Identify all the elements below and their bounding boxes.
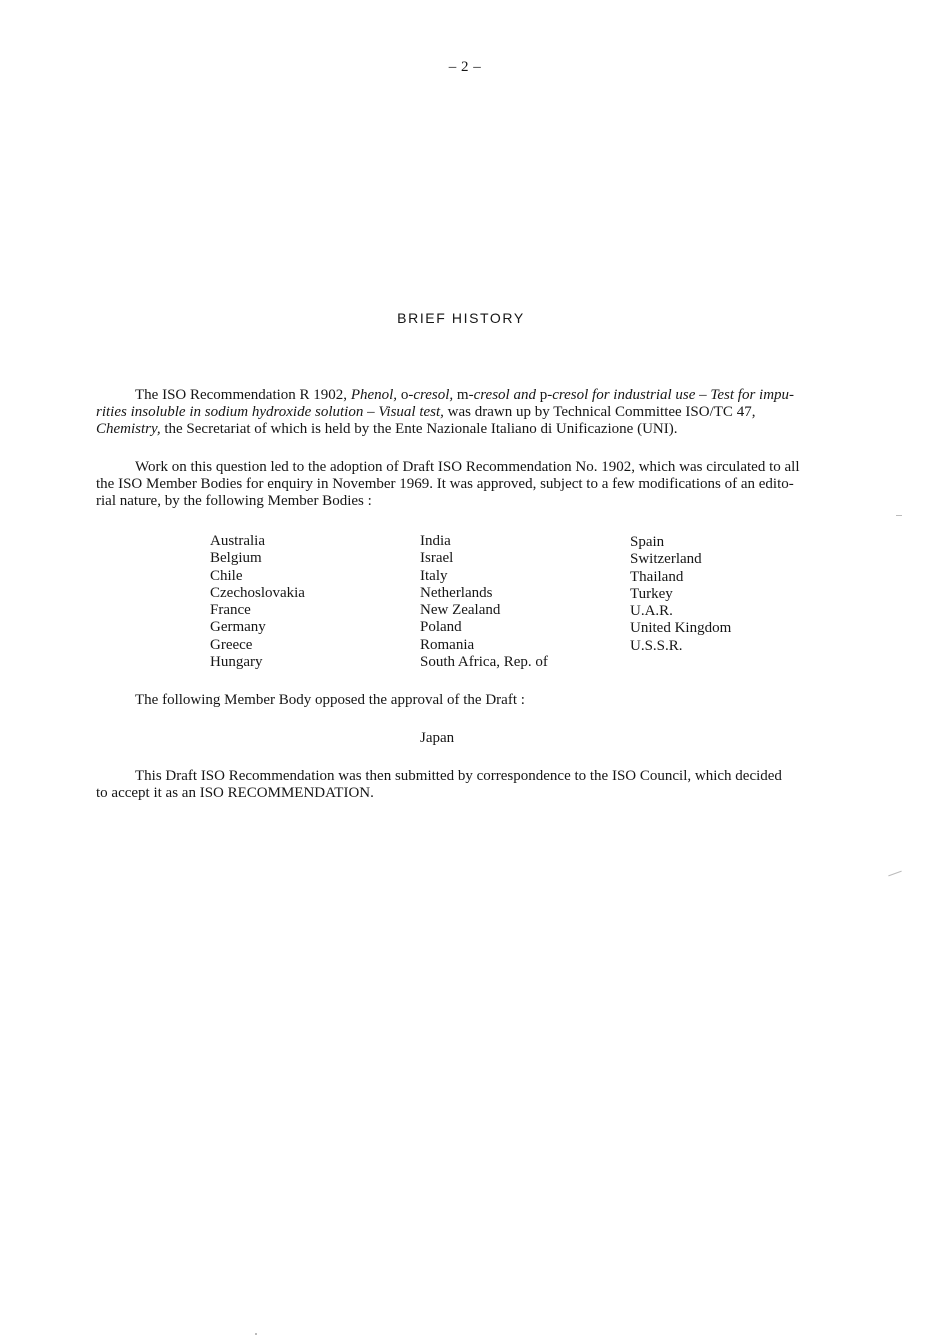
- member-body: Turkey: [630, 585, 673, 602]
- scan-speck: [888, 871, 901, 877]
- member-body: New Zealand: [420, 602, 501, 619]
- paragraph-line: rial nature, by the following Member Bodies :: [96, 493, 372, 509]
- standard-title-part: cresol and: [473, 387, 540, 403]
- member-bodies-column-3: [630, 534, 731, 655]
- standard-title-prefix: m-: [456, 387, 474, 403]
- opposing-member-body: Japan: [420, 730, 455, 746]
- standard-title-part: Phenol,: [350, 387, 401, 403]
- member-body: Chile: [210, 567, 243, 584]
- member-body: Poland: [420, 619, 462, 636]
- paragraph-line: Work on this question led to the adoption of Draft ISO Recommendation No. 1902, which was circulated to all: [135, 459, 800, 475]
- page-number: – 2 –: [448, 59, 482, 75]
- member-body: United Kingdom: [630, 620, 732, 637]
- paragraph-line: This Draft ISO Recommendation was then submitted by correspondence to the ISO Council, which decided: [135, 768, 782, 784]
- standard-title-prefix: o-: [400, 387, 414, 403]
- standard-title-part: cresol,: [413, 387, 457, 403]
- paragraph-line: [96, 421, 836, 438]
- paragraph-line: [96, 404, 836, 421]
- member-body: Belgium: [210, 550, 262, 567]
- member-body: France: [210, 602, 251, 619]
- member-bodies-list: [210, 533, 830, 673]
- member-body: U.S.S.R.: [630, 637, 683, 654]
- member-body: Czechoslovakia: [210, 584, 305, 601]
- member-body: Thailand: [630, 568, 684, 585]
- member-body: Hungary: [210, 654, 263, 671]
- member-body: Romania: [420, 636, 475, 653]
- standard-title-prefix: p-: [539, 387, 553, 403]
- member-body: Switzerland: [630, 551, 702, 568]
- paragraph-text: was drawn up by Technical Committee ISO/TC 47,: [443, 404, 756, 420]
- scan-speck: [896, 515, 902, 516]
- member-body: Australia: [210, 533, 265, 549]
- member-bodies-column-2: [420, 533, 548, 671]
- member-body: India: [420, 533, 451, 549]
- member-body: Israel: [420, 550, 454, 567]
- history-paragraph-4: [96, 768, 836, 802]
- committee-name: Chemistry,: [96, 421, 161, 437]
- paragraph-text: the Secretariat of which is held by the Ente Nazionale Italiano di Unificazione (UNI).: [160, 421, 678, 437]
- paragraph-text: The ISO Recommendation R 1902,: [135, 387, 351, 403]
- scan-speck: [255, 1333, 257, 1335]
- standard-title-part: rities insoluble in sodium hydroxide solution – Visual test,: [96, 404, 444, 420]
- member-bodies-column-1: [210, 533, 305, 671]
- member-body: U.A.R.: [630, 603, 673, 620]
- member-body: South Africa, Rep. of: [420, 654, 548, 671]
- paragraph-line: the ISO Member Bodies for enquiry in November 1969. It was approved, subject to a few modifications of an edito-: [96, 476, 794, 492]
- history-paragraph-1: [96, 387, 836, 438]
- standard-title-part: cresol for industrial use – Test for impu-: [552, 387, 795, 403]
- member-body: Italy: [420, 567, 448, 584]
- member-body: Greece: [210, 636, 253, 653]
- member-body: Netherlands: [420, 584, 493, 601]
- paragraph-line: [96, 387, 836, 404]
- paragraph-line: to accept it as an ISO RECOMMENDATION.: [96, 785, 374, 801]
- section-heading: BRIEF HISTORY: [397, 310, 525, 326]
- member-body: Germany: [210, 619, 266, 636]
- opposed-intro: The following Member Body opposed the approval of the Draft :: [135, 692, 525, 708]
- history-paragraph-2: [96, 459, 836, 510]
- member-body: Spain: [630, 534, 665, 550]
